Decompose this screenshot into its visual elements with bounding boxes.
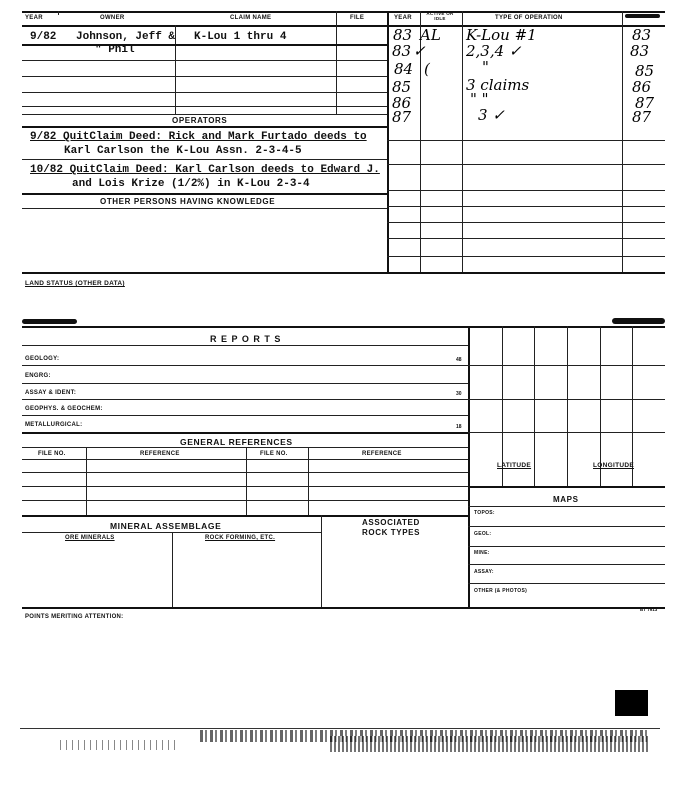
op-row-3-operation: " [482,58,489,76]
report-metallurgical: METALLURGICAL: [25,422,83,428]
op-row-2-operation: 2,3,4 ✓ [466,42,522,60]
report-assay-num: 30 [456,391,462,397]
map-topos: TOPOS: [474,510,495,516]
map-other: OTHER (& PHOTOS) [474,588,528,594]
rock-forming-label: ROCK FORMING, ETC. [205,535,276,541]
header-type-of-operation: TYPE OF OPERATION [495,15,563,21]
associated-label: ASSOCIATED [362,518,420,527]
map-geol: GEOL: [474,531,492,537]
latitude-label: LATITUDE [497,462,532,469]
longitude-label: LONGITUDE [593,462,634,469]
other-persons-label: OTHER PERSONS HAVING KNOWLEDGE [100,197,276,206]
op-row-5-end: 87 [635,94,655,112]
op-row-3-active: ( [424,60,430,78]
header-year: YEAR [25,15,43,21]
operator-note-1: 9/82 QuitClaim Deed: Rick and Mark Furtado deeds to [30,131,367,143]
operator-note-4: and Lois Krize (1/2%) in K-Lou 2-3-4 [72,178,310,190]
header-year-2: YEAR [394,15,412,21]
op-row-3-end: 85 [635,62,655,80]
op-row-3-year: 84 [394,60,414,78]
op-row-1-operation: K-Lou #1 [466,26,537,44]
rock-types-label: ROCK TYPES [362,528,421,537]
report-assay: ASSAY & IDENT: [25,390,77,396]
report-geology: GEOLOGY: [25,356,60,362]
header-claim-name: CLAIM NAME [230,15,272,21]
ink-mark [625,14,660,18]
report-metallurgical-num: 18 [456,424,462,430]
op-row-4-operation: 3 claims [466,76,530,94]
owner-row-1-year: 9/82 [30,31,57,43]
map-mine: MINE: [474,550,490,556]
report-engrg: ENGRG: [25,373,51,379]
owner-row-1-claim: K-Lou 1 thru 4 [194,31,287,43]
op-row-6-operation: 3 ✓ [478,106,505,124]
op-row-4-year: 85 [392,78,412,96]
owner-row-2-owner: " Phil [95,44,135,56]
operators-label: OPERATORS [172,116,228,125]
operator-note-2: Karl Carlson the K-Lou Assn. 2-3-4-5 [64,145,302,157]
points-meriting-label: POINTS MERITING ATTENTION: [25,614,124,620]
op-row-2-end: 83 [630,42,650,60]
op-row-1-year: 83 [393,26,413,44]
report-geology-num: 48 [456,357,462,363]
header-active-or-idle: ACTIVE OR IDLE [426,11,454,21]
reports-title: R E P O R T S [210,334,282,344]
header-owner: OWNER [100,15,125,21]
op-row-4-end: 86 [632,78,652,96]
maps-label: MAPS [553,495,579,504]
general-references-title: GENERAL REFERENCES [180,437,293,447]
map-assay: ASSAY: [474,569,494,575]
operator-note-3: 10/82 QuitClaim Deed: Karl Carlson deeds to Edward J. [30,164,380,176]
form-number: BT 7913 [640,607,658,612]
ore-minerals-label: ORE MINERALS [65,535,115,541]
ref-col-reference-1: REFERENCE [140,451,180,457]
op-row-6-year: 87 [392,108,412,126]
op-row-2-year: 83 [392,42,412,60]
op-row-1-end: 83 [632,26,652,44]
op-row-2-active: ✓ [413,42,426,60]
ref-col-file-1: FILE NO. [38,451,66,457]
op-row-6-end: 87 [632,108,652,126]
mineral-assemblage-title: MINERAL ASSEMBLAGE [110,521,222,531]
land-status-label: LAND STATUS (OTHER DATA) [25,280,125,287]
header-file: FILE [350,15,365,21]
report-geophys: GEOPHYS. & GEOCHEM: [25,406,103,412]
op-row-5-year: 86 [392,94,412,112]
ref-col-file-2: FILE NO. [260,451,288,457]
owner-row-1-owner: Johnson, Jeff & [76,31,176,43]
ref-col-reference-2: REFERENCE [362,451,402,457]
op-row-1-active: AL [420,26,441,44]
op-row-5-operation: " " [470,90,489,108]
